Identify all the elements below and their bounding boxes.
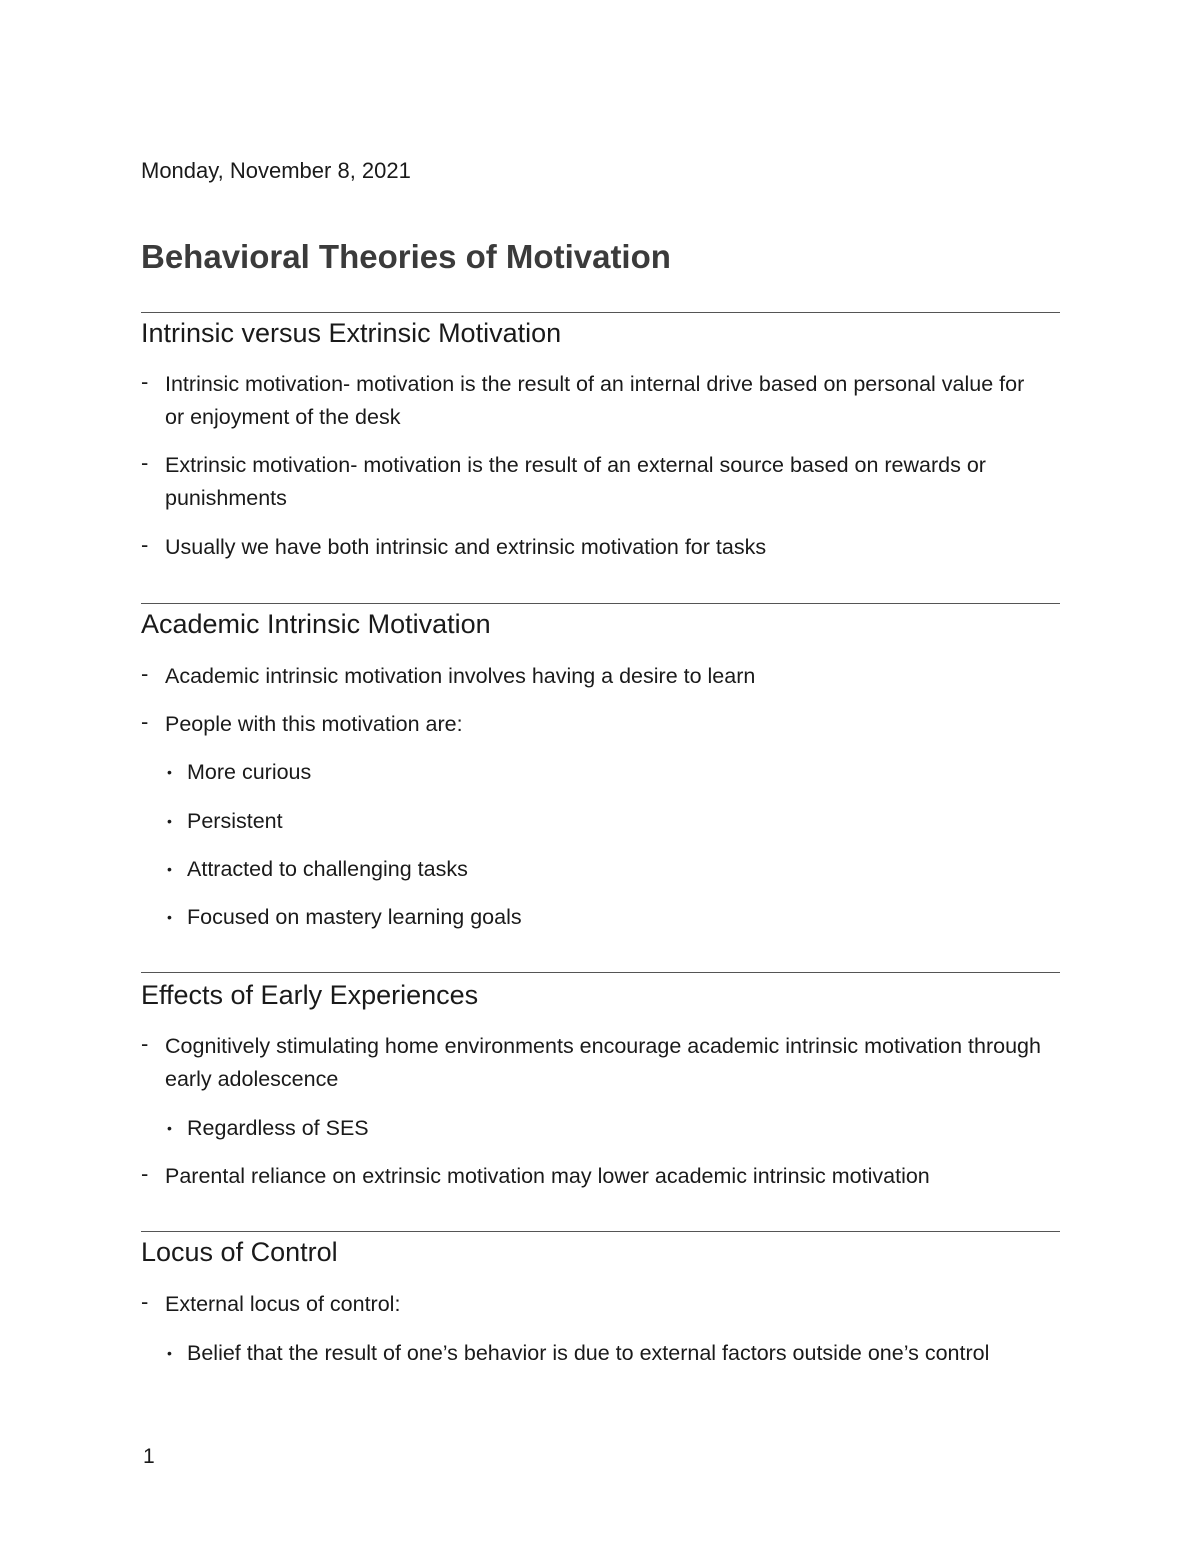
- bullet-marker: •: [167, 861, 172, 877]
- list-item-text: Academic intrinsic motivation involves having a desire to learn: [165, 664, 756, 688]
- dash-marker: -: [141, 1031, 149, 1056]
- page-number: 1: [143, 1445, 155, 1468]
- sub-list-item-text: More curious: [187, 760, 312, 784]
- bullet-marker: •: [167, 909, 172, 925]
- list-item: [141, 1030, 1045, 1096]
- document-date: Monday, November 8, 2021: [141, 158, 411, 183]
- list-item-text: Cognitively stimulating home environments encourage academic intrinsic motivation through early adolescence: [165, 1034, 1041, 1091]
- bullet-marker: •: [167, 1120, 172, 1136]
- section-divider: [141, 1231, 1060, 1232]
- dash-marker: -: [141, 369, 149, 394]
- sub-list-item-text: Attracted to challenging tasks: [187, 857, 468, 881]
- sub-list-item: [167, 1337, 1047, 1370]
- dash-marker: -: [141, 532, 149, 557]
- dash-marker: -: [141, 1161, 149, 1186]
- dash-marker: -: [141, 661, 149, 686]
- bullet-marker: •: [167, 813, 172, 829]
- list-item: [141, 660, 1045, 693]
- section-locus-of-control: [141, 1231, 1060, 1365]
- bullet-marker: •: [167, 1345, 172, 1361]
- section-early-experiences: [141, 972, 1060, 1188]
- sub-list-item: [167, 901, 1047, 934]
- list-item: [141, 708, 1045, 741]
- section-academic-intrinsic: [141, 603, 1060, 929]
- list-item: [141, 449, 1045, 515]
- sub-list-item: [167, 756, 1047, 789]
- dash-marker: -: [141, 709, 149, 734]
- bullet-marker: •: [167, 764, 172, 780]
- section-intrinsic-vs-extrinsic: [141, 312, 1060, 559]
- section-divider: [141, 972, 1060, 973]
- list-item-text: Usually we have both intrinsic and extrinsic motivation for tasks: [165, 535, 767, 559]
- document-title: Behavioral Theories of Motivation: [141, 238, 671, 275]
- sub-list-item: [167, 853, 1047, 886]
- section-heading: Intrinsic versus Extrinsic Motivation: [141, 318, 562, 348]
- section-heading: Effects of Early Experiences: [141, 980, 479, 1010]
- dash-marker: -: [141, 450, 149, 475]
- list-item: [141, 531, 1045, 564]
- sub-list-item-text: Persistent: [187, 809, 283, 833]
- list-item-text: Parental reliance on extrinsic motivation may lower academic intrinsic motivation: [165, 1164, 930, 1188]
- list-item: [141, 1160, 1045, 1193]
- list-item-text: Intrinsic motivation- motivation is the result of an internal drive based on personal value for or enjoyment of the desk: [165, 372, 1025, 429]
- sub-list-item: [167, 805, 1047, 838]
- section-divider: [141, 312, 1060, 313]
- dash-marker: -: [141, 1289, 149, 1314]
- list-item-text: Extrinsic motivation- motivation is the result of an external source based on rewards or punishments: [165, 453, 986, 510]
- section-heading: Locus of Control: [141, 1237, 338, 1267]
- sub-list-item-text: Regardless of SES: [187, 1116, 369, 1140]
- list-item-text: External locus of control:: [165, 1292, 401, 1316]
- list-item: [141, 1288, 1045, 1321]
- sub-list-item: [167, 1112, 1047, 1145]
- sub-list-item-text: Focused on mastery learning goals: [187, 905, 522, 929]
- list-item: [141, 368, 1045, 434]
- section-heading: Academic Intrinsic Motivation: [141, 609, 491, 639]
- sub-list-item-text: Belief that the result of one’s behavior is due to external factors outside one’s control: [187, 1341, 990, 1365]
- section-divider: [141, 603, 1060, 604]
- list-item-text: People with this motivation are:: [165, 712, 463, 736]
